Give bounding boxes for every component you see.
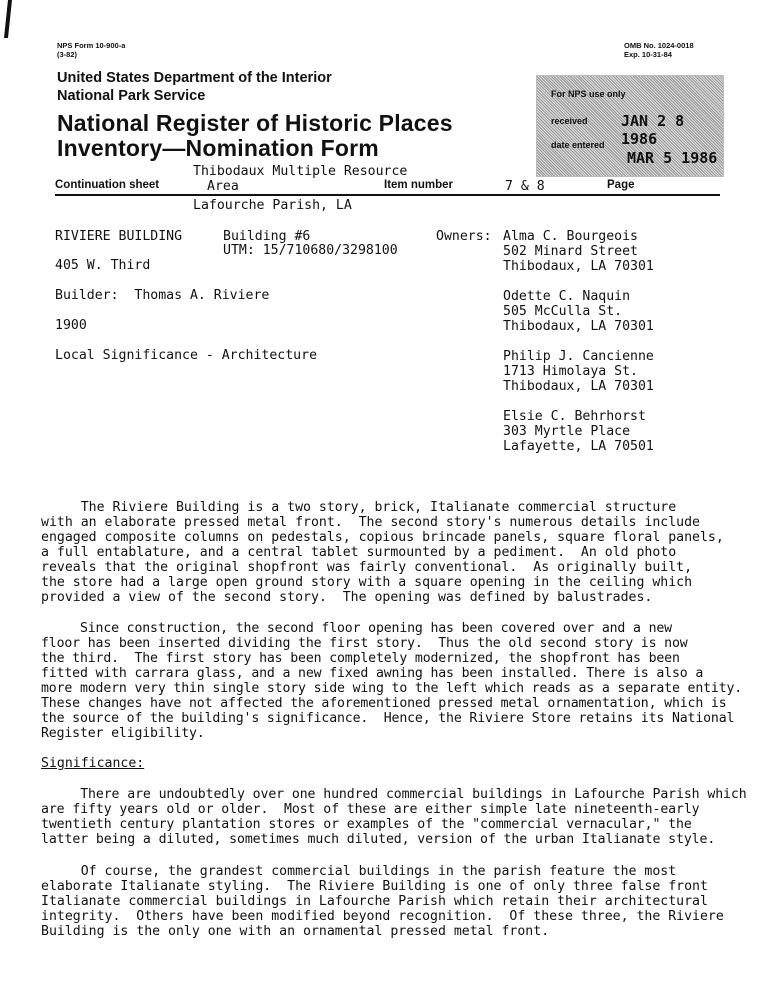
property-address: 405 W. Third — [55, 258, 151, 273]
agency: National Park Service — [57, 88, 206, 104]
description-paragraph-2: Since construction, the second floor opening has been covered over and a new floor has been inserted dividing the first story. Thus the old second story is now the third. The first story has been completely modernized, the shopfront has been fitted with carrara glass, and a new fixed awning has been installed. There is also a more modern very thin single story side wing to the left which reads as a separate entity. These changes have not affected the aforementioned pressed metal ornamentation, which is the source of the building's significance. Hence, the Riviere Store retains its National Register eligibility. — [41, 621, 743, 741]
owner-city: Thibodaux, LA 70301 — [503, 379, 654, 394]
stamp-for-nps: For NPS use only — [551, 89, 626, 99]
owner-city: Thibodaux, LA 70301 — [503, 319, 654, 334]
nps-use-stamp — [536, 75, 724, 177]
owner-city: Thibodaux, LA 70301 — [503, 259, 654, 274]
owner-street: 1713 Himolaya St. — [503, 364, 638, 379]
omb-expiry: Exp. 10-31-84 — [624, 50, 672, 59]
description-paragraph-1: The Riviere Building is a two story, brick, Italianate commercial structure with an elaborate pressed metal front. The second story's numerous details include engaged composite columns on pedestals, copious brincade panels, square floral panels, a full entablature, and a central tablet surmounted by a pediment. An old photo reveals that the original shopfront was fairly conventional. As originally built, the store had a large open ground story with a square opening in the ceiling which provided a view of the second story. The opening was defined by balustrades. — [41, 500, 724, 605]
parish-line: Lafourche Parish, LA — [193, 198, 352, 213]
owner-city: Lafayette, LA 70501 — [503, 439, 654, 454]
stamp-received-label: received — [551, 116, 588, 126]
owner-name: Elsie C. Behrhorst — [503, 409, 646, 424]
owner-street: 502 Minard Street — [503, 244, 638, 259]
build-year: 1900 — [55, 318, 87, 333]
omb-number: OMB No. 1024-0018 — [624, 41, 694, 50]
owner-street: 505 McCulla St. — [503, 304, 623, 319]
item-number-label: Item number — [384, 179, 454, 191]
builder: Builder: Thomas A. Riviere — [55, 288, 270, 303]
building-number: Building #6 — [223, 229, 311, 244]
margin-mark — [4, 0, 12, 38]
stamp-received-date: JAN 2 8 1986 — [621, 112, 685, 148]
utm-reference: UTM: 15/710680/3298100 — [223, 243, 398, 258]
form-number: NPS Form 10-900-a — [57, 41, 126, 50]
header-rule — [55, 194, 720, 196]
owner-street: 303 Myrtle Place — [503, 424, 631, 439]
owner-name: Odette C. Naquin — [503, 289, 631, 304]
stamp-entered-date: MAR 5 1986 — [627, 149, 718, 167]
owner-name: Alma C. Bourgeois — [503, 229, 638, 244]
department: United States Department of the Interior — [57, 70, 332, 86]
significance-heading: Significance: — [41, 756, 145, 771]
page-label: Page — [607, 179, 635, 191]
item-number-value: 7 & 8 — [505, 179, 545, 194]
significance-level: Local Significance - Architecture — [55, 348, 318, 363]
significance-paragraph-2: Of course, the grandest commercial buildings in the parish feature the most elaborate Italianate styling. The Riviere Building is one of only three false front Italianate commercial buildings in Lafourche Parish which retain their architectural integrity. Others have been modified beyond recognition. Of these three, the Riviere Building is the only one with an ornamental pressed metal front. — [41, 864, 724, 939]
owners-label: Owners: — [436, 229, 492, 244]
form-date: (3-82) — [57, 50, 78, 59]
property-name: RIVIERE BUILDING — [55, 229, 183, 244]
owner-name: Philip J. Cancienne — [503, 349, 654, 364]
significance-paragraph-1: There are undoubtedly over one hundred commercial buildings in Lafourche Parish which are fifty years old or older. Most of these are either simple late nineteenth-early twentieth century plantation stores or examples of the "commercial vernacular," the latter being a diluted, sometimes much diluted, version of the urban Italianate style. — [41, 787, 747, 847]
continuation-sheet-label: Continuation sheet — [55, 179, 160, 191]
owners-list — [503, 229, 654, 454]
form-title-line1: National Register of Historic Places — [57, 110, 453, 136]
resource-line2: Area — [207, 179, 239, 194]
resource-line1: Thibodaux Multiple Resource — [193, 164, 408, 179]
stamp-entered-label: date entered — [551, 140, 605, 150]
form-title-line2: Inventory—Nomination Form — [57, 135, 379, 161]
